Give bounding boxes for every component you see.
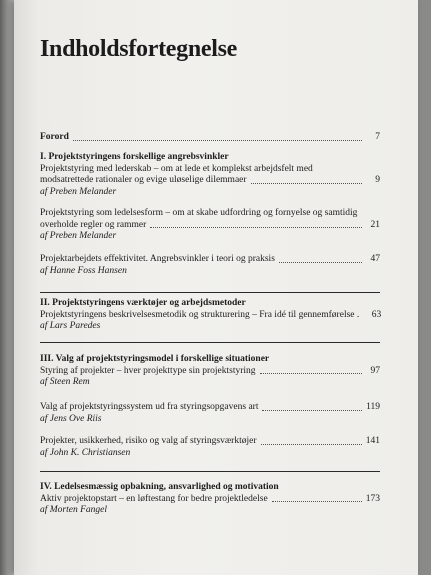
entry-title-line: Projekter, usikkerhed, risiko og valg af styringsværktøjer xyxy=(40,436,257,446)
page-number: 7 xyxy=(375,132,380,142)
toc-entry[interactable] xyxy=(40,354,380,389)
leader-dots xyxy=(73,140,362,141)
entry-author: af Steen Rem xyxy=(40,377,90,387)
entry-author: af Preben Melander xyxy=(40,186,117,197)
entry-title: Forord xyxy=(40,132,69,142)
page-number: 21 xyxy=(370,219,380,230)
section-heading: II. Projektstyringens værktøjer og arbejdsmetoder xyxy=(40,298,246,308)
entry-author: af Lars Paredes xyxy=(40,321,101,331)
entry-author: af Morten Fangel xyxy=(40,505,108,515)
leader-dots xyxy=(261,444,362,445)
divider xyxy=(40,471,380,472)
page-number: 119 xyxy=(366,402,380,412)
leader-dots xyxy=(279,262,362,263)
entry-author: af Preben Melander xyxy=(40,231,117,241)
entry-title-line: Styring af projekter – hver projekttype sin projektstyring xyxy=(40,365,256,376)
entry-title-line: overholde regler og rammer xyxy=(40,219,147,230)
entry-author: af Jens Ove Riis xyxy=(40,413,102,424)
page-number: 9 xyxy=(375,175,380,185)
toc-entry-forord[interactable] xyxy=(40,132,380,144)
page-title: Indholdsfortegnelse xyxy=(40,36,237,62)
entry-title-line: Projektarbejdets effektivitet. Angrebsvinkler i teori og praksis xyxy=(40,254,275,264)
page-number: 141 xyxy=(365,436,380,446)
divider xyxy=(40,292,380,293)
toc-entry[interactable] xyxy=(40,436,380,459)
toc-entry[interactable] xyxy=(40,482,380,517)
leader-dots xyxy=(150,227,362,228)
toc-entry[interactable] xyxy=(40,254,380,277)
entry-title-line: Valg af projektstyringssystem ud fra styringsopgavens art xyxy=(40,402,259,412)
leader-dots xyxy=(260,373,362,374)
page-number: 97 xyxy=(370,365,380,376)
page-number: 173 xyxy=(365,493,380,504)
entry-title-line: modsatrettede rationaler og evige uløselige dilemmaer xyxy=(40,175,247,185)
section-heading: IV. Ledelsesmæssig opbakning, ansvarlighed og motivation xyxy=(40,482,279,492)
leader-dots xyxy=(262,410,362,411)
entry-author: af John K. Christiansen xyxy=(40,447,131,458)
page-number: 47 xyxy=(370,254,380,264)
leader-dots xyxy=(272,501,362,502)
book-gutter xyxy=(0,0,14,575)
entry-title-line: Aktiv projektopstart – en løftestang for bedre projektledelse xyxy=(40,493,268,504)
section-heading: I. Projektstyringens forskellige angrebsvinkler xyxy=(40,152,229,162)
entry-title-line: Projektstyring med lederskab – om at lede et komplekst arbejdsfelt med xyxy=(40,163,313,174)
toc-entry[interactable] xyxy=(40,152,380,198)
toc-entry[interactable] xyxy=(40,208,380,243)
toc-entry[interactable] xyxy=(40,402,380,425)
page-number: 63 xyxy=(371,309,382,320)
entry-title-line: Projektstyringens beskrivelsesmetodik og strukturering – Fra idé til gennemførelse . xyxy=(40,309,360,320)
entry-author: af Hanne Foss Hansen xyxy=(40,265,127,276)
leader-dots xyxy=(251,183,362,184)
section-heading: III. Valg af projektstyringsmodel i forskellige situationer xyxy=(40,354,270,364)
toc-entry[interactable] xyxy=(40,298,380,333)
entry-title-line: Projektstyring som ledelsesform – om at skabe udfordring og fornyelse og samtidig xyxy=(40,208,358,218)
divider xyxy=(40,342,380,343)
